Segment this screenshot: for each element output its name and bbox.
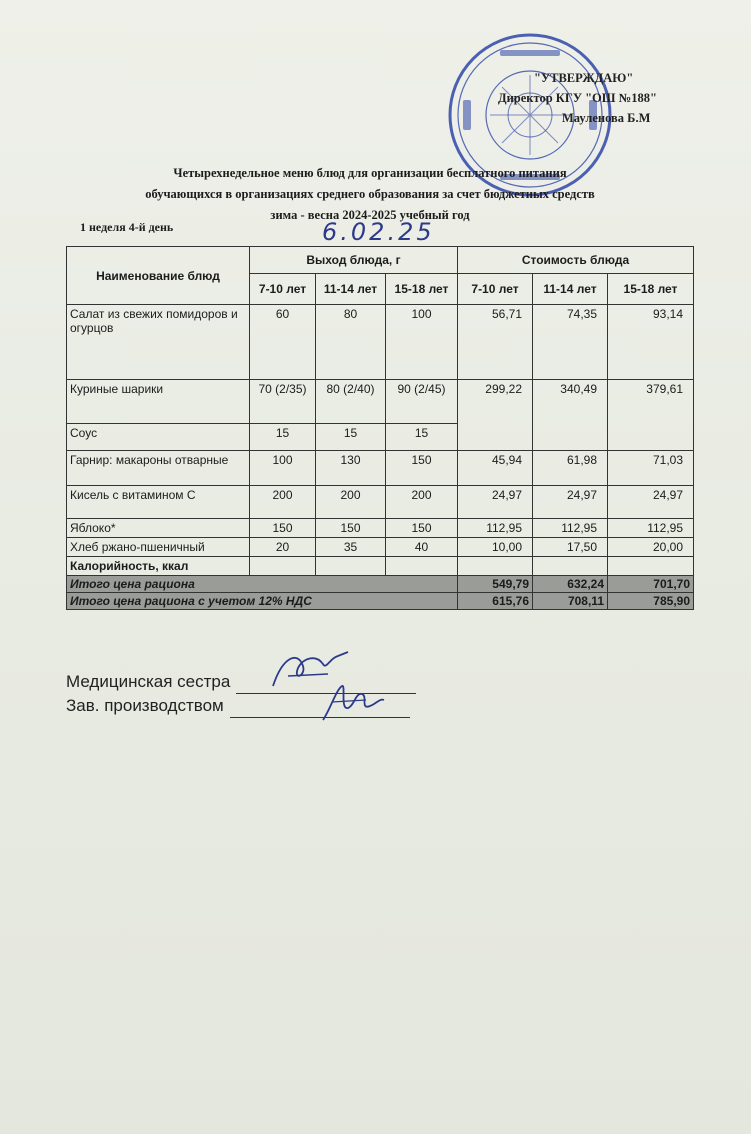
age-col: 15-18 лет — [386, 274, 458, 305]
cost-cell: 93,14 — [608, 305, 694, 380]
title-line-1: Четырехнедельное меню блюд для организации бесплатного питания — [173, 166, 567, 180]
dish-name: Салат из свежих помидоров и огурцов — [67, 305, 250, 380]
total-vat-row — [67, 593, 694, 610]
yield-cell: 130 — [316, 451, 386, 486]
menu-table — [66, 246, 694, 610]
dish-name: Кисель с витамином С — [67, 486, 250, 519]
week-day-label: 1 неделя 4-й день — [80, 220, 174, 234]
total-vat-cost-cell: 785,90 — [608, 593, 694, 610]
cost-cell: 17,50 — [533, 538, 608, 557]
cost-cell: 20,00 — [608, 538, 694, 557]
yield-cell: 35 — [316, 538, 386, 557]
dish-name: Гарнир: макароны отварные — [67, 451, 250, 486]
cost-cell: 24,97 — [533, 486, 608, 519]
approval-position: Директор КГУ "ОШ №188" — [498, 91, 657, 105]
empty-cell — [386, 557, 458, 576]
total-cost-cell: 549,79 — [458, 576, 533, 593]
approval-name: Мауленова Б.М — [562, 111, 651, 125]
calories-label: Калорийность, ккал — [67, 557, 250, 576]
production-head-signature-icon — [318, 680, 388, 726]
total-cost-cell: 632,24 — [533, 576, 608, 593]
cost-cell: 379,61 — [608, 380, 694, 451]
yield-cell: 15 — [250, 424, 316, 451]
cost-cell: 61,98 — [533, 451, 608, 486]
yield-cell: 150 — [316, 519, 386, 538]
age-col: 7-10 лет — [458, 274, 533, 305]
total-vat-label: Итого цена рациона с учетом 12% НДС — [67, 593, 458, 610]
dish-name: Хлеб ржано-пшеничный — [67, 538, 250, 557]
yield-cell: 100 — [386, 305, 458, 380]
yield-cell: 60 — [250, 305, 316, 380]
table-row — [67, 380, 694, 424]
yield-cell: 15 — [316, 424, 386, 451]
total-row — [67, 576, 694, 593]
yield-cell: 150 — [250, 519, 316, 538]
yield-cell: 20 — [250, 538, 316, 557]
table-row — [67, 519, 694, 538]
cost-cell: 56,71 — [458, 305, 533, 380]
table-row — [67, 538, 694, 557]
yield-cell: 150 — [386, 519, 458, 538]
cost-cell: 24,97 — [458, 486, 533, 519]
total-vat-cost-cell: 615,76 — [458, 593, 533, 610]
table-row — [67, 486, 694, 519]
yield-cell: 90 (2/45) — [386, 380, 458, 424]
col-group-yield: Выход блюда, г — [250, 247, 458, 274]
age-col: 7-10 лет — [250, 274, 316, 305]
total-cost-cell: 701,70 — [608, 576, 694, 593]
empty-cell — [316, 557, 386, 576]
cost-cell: 340,49 — [533, 380, 608, 451]
yield-cell: 200 — [386, 486, 458, 519]
table-header-row — [67, 247, 694, 274]
title-line-3: зима - весна 2024-2025 учебный год — [270, 208, 470, 222]
dish-name: Соус — [67, 424, 250, 451]
yield-cell: 200 — [316, 486, 386, 519]
cost-cell: 112,95 — [608, 519, 694, 538]
age-col: 15-18 лет — [608, 274, 694, 305]
cost-cell: 112,95 — [533, 519, 608, 538]
yield-cell: 200 — [250, 486, 316, 519]
yield-cell: 100 — [250, 451, 316, 486]
production-head-label: Зав. производством — [66, 696, 224, 715]
table-row — [67, 451, 694, 486]
yield-cell: 70 (2/35) — [250, 380, 316, 424]
cost-cell: 112,95 — [458, 519, 533, 538]
total-vat-cost-cell: 708,11 — [533, 593, 608, 610]
total-label: Итого цена рациона — [67, 576, 458, 593]
document-title — [40, 163, 700, 226]
col-group-cost: Стоимость блюда — [458, 247, 694, 274]
nurse-label: Медицинская сестра — [66, 672, 231, 691]
age-col: 11-14 лет — [316, 274, 386, 305]
dish-name: Куриные шарики — [67, 380, 250, 424]
empty-cell — [250, 557, 316, 576]
table-row — [67, 305, 694, 380]
yield-cell: 80 — [316, 305, 386, 380]
calories-row — [67, 557, 694, 576]
cost-cell: 24,97 — [608, 486, 694, 519]
cost-cell: 299,22 — [458, 380, 533, 451]
empty-cell — [608, 557, 694, 576]
approval-heading: "УТВЕРЖДАЮ" — [534, 71, 634, 85]
empty-cell — [533, 557, 608, 576]
col-dish-name: Наименование блюд — [67, 247, 250, 305]
approval-block — [498, 68, 698, 128]
cost-cell: 71,03 — [608, 451, 694, 486]
yield-cell: 15 — [386, 424, 458, 451]
handwritten-date: 6.02.25 — [322, 218, 435, 246]
empty-cell — [458, 557, 533, 576]
yield-cell: 40 — [386, 538, 458, 557]
cost-cell: 45,94 — [458, 451, 533, 486]
age-col: 11-14 лет — [533, 274, 608, 305]
yield-cell: 150 — [386, 451, 458, 486]
yield-cell: 80 (2/40) — [316, 380, 386, 424]
dish-name: Яблоко* — [67, 519, 250, 538]
cost-cell: 74,35 — [533, 305, 608, 380]
cost-cell: 10,00 — [458, 538, 533, 557]
title-line-2: обучающихся в организациях среднего образования за счет бюджетных средств — [145, 187, 595, 201]
